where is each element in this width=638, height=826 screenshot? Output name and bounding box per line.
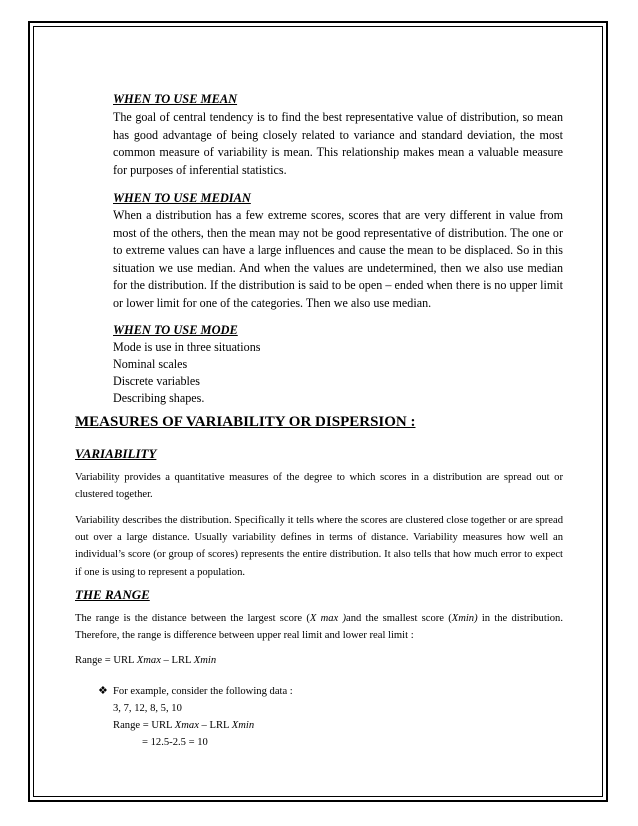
variability-paragraph-2: Variability describes the distribution. Specifically it tells where the scores are clustered close together or are spread out over a large distance. Usually variability defines in terms of distance. Variability measures how well an individual’s score (or group of scores) represents the entire distribution. It also tells that how much error to expect if one is using to represent a population. bbox=[75, 515, 563, 578]
diamond-bullet-icon: ❖ bbox=[98, 685, 108, 697]
median-heading: WHEN TO USE MEDIAN bbox=[113, 191, 251, 205]
variability-paragraph-1: Variability provides a quantitative measures of the degree to which scores in a distribution are spread out or clustered together. bbox=[75, 472, 563, 501]
mode-line-3: Discrete variables bbox=[113, 374, 200, 388]
example-data: 3, 7, 12, 8, 5, 10 bbox=[113, 703, 182, 714]
mode-line-1: Mode is use in three situations bbox=[113, 340, 261, 354]
mean-paragraph: The goal of central tendency is to find the best representative value of distribution, so mean has good advantage of being closely related to variance and standard deviation, the most common measure of variability is mean. This relationship makes mean a valuable measure for purposes of inferential statistics. bbox=[113, 110, 563, 177]
example-result: = 12.5-2.5 = 10 bbox=[142, 737, 208, 748]
median-paragraph: When a distribution has a few extreme scores, scores that are very different in value from most of the others, then the mean may not be good representative of distribution. The one or to extreme values can have a large influences and cause the mean to be displaced. So in this situation we use median. And when the values are undetermined, then we also use median for the distribution. If the distribution is said to be open – ended when there is no upper limit or lower limit for one of the categories. Then we also use median. bbox=[113, 208, 563, 310]
mode-line-4: Describing shapes. bbox=[113, 391, 205, 405]
mode-line-2: Nominal scales bbox=[113, 357, 188, 371]
mean-heading: WHEN TO USE MEAN bbox=[113, 92, 238, 106]
example-intro: For example, consider the following data : bbox=[113, 686, 293, 697]
example-formula: Range = URL Xmax – LRL Xmin bbox=[113, 720, 255, 731]
mode-heading: WHEN TO USE MODE bbox=[113, 323, 238, 337]
range-paragraph: The range is the distance between the largest score (X max )and the smallest score (Xmin) in the distribution. Therefore, the range is difference between upper real limit and lower real limit : bbox=[75, 613, 563, 642]
variability-heading: VARIABILITY bbox=[75, 446, 157, 461]
range-formula: Range = URL Xmax – LRL Xmin bbox=[75, 655, 217, 666]
range-heading: THE RANGE bbox=[75, 587, 150, 602]
section-heading: MEASURES OF VARIABILITY OR DISPERSION : bbox=[75, 414, 416, 430]
